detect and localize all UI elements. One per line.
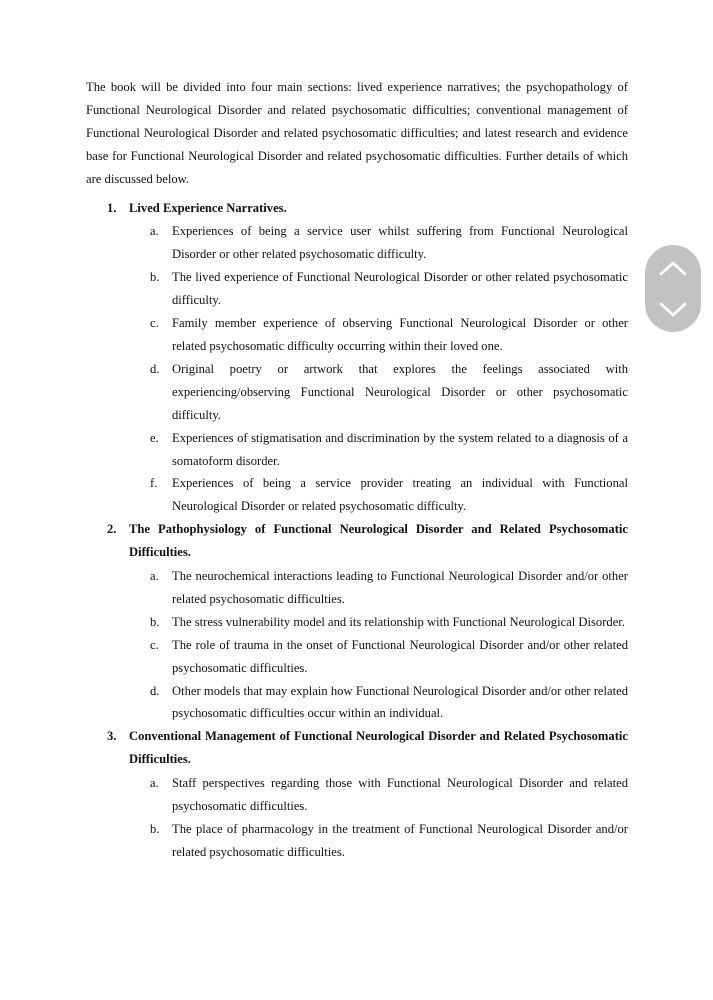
item-letter: d. [150, 683, 160, 698]
item-text: The place of pharmacology in the treatment of Functional Neurological Disorder and/or related psychosomatic difficulties. [172, 822, 628, 859]
section-title: Conventional Management of Functional Neurological Disorder and Related Psychosomatic Difficulties. [129, 729, 628, 767]
list-item [86, 818, 628, 864]
section-heading [86, 197, 628, 220]
document-page [86, 76, 628, 864]
list-item [86, 680, 628, 726]
scroll-up-button[interactable] [645, 247, 701, 289]
item-text: Experiences of being a service provider treating an individual with Functional Neurological Disorder or related psychosomatic difficulty. [172, 476, 628, 514]
item-text: Experiences of being a service user whilst suffering from Functional Neurological Disorder or other related psychosomatic difficulty. [172, 224, 628, 262]
list-item [86, 220, 628, 266]
item-letter: e. [150, 430, 159, 445]
section-item-list [86, 772, 628, 864]
section-item-list [86, 220, 628, 518]
list-item [86, 472, 628, 518]
section-heading [86, 518, 628, 564]
item-text: The lived experience of Functional Neurological Disorder or other related psychosomatic difficulty. [172, 270, 628, 308]
list-item [86, 427, 628, 473]
list-item [86, 266, 628, 312]
item-letter: b. [150, 822, 160, 836]
item-letter: a. [150, 224, 159, 239]
item-letter: d. [150, 361, 160, 376]
section-heading [86, 725, 628, 771]
chevron-up-icon [659, 260, 687, 276]
section-title: Lived Experience Narratives. [129, 200, 287, 215]
item-text: The role of trauma in the onset of Functional Neurological Disorder and/or other related psychosomatic difficulties. [172, 637, 628, 675]
item-text: The neurochemical interactions leading to Functional Neurological Disorder and/or other related psychosomatic difficulties. [172, 569, 628, 606]
list-item [86, 312, 628, 358]
item-text: Other models that may explain how Functional Neurological Disorder and/or other related psychosomatic difficulties occur within an individual. [172, 683, 628, 721]
list-item [86, 565, 628, 611]
intro-paragraph: The book will be divided into four main sections: lived experience narratives; the psychopathology of Functional Neurological Disorder and related psychosomatic difficulties; conventional management of Functional Neurological Disorder and related psychosomatic difficulties; and latest research and evidence base for Functional Neurological Disorder and related psychosomatic difficulties. Further details of which are discussed below. [86, 80, 628, 186]
item-text: Experiences of stigmatisation and discrimination by the system related to a diagnosis of a somatoform disorder. [172, 430, 628, 468]
item-text: The stress vulnerability model and its relationship with Functional Neurological Disorder. [172, 614, 625, 629]
item-letter: a. [150, 569, 159, 584]
section-title: The Pathophysiology of Functional Neurological Disorder and Related Psychosomatic Difficulties. [129, 522, 628, 560]
chevron-down-icon [659, 302, 687, 318]
item-text: Family member experience of observing Functional Neurological Disorder or other related psychosomatic difficulty occurring within their loved one. [172, 316, 628, 353]
section-pathophysiology [86, 518, 628, 725]
list-item [86, 772, 628, 818]
item-letter: f. [150, 476, 158, 491]
list-item [86, 358, 628, 427]
section-lived-experience [86, 197, 628, 519]
section-number: 2. [107, 522, 117, 537]
item-letter: c. [150, 637, 159, 652]
page-scroll-navigator [645, 245, 701, 332]
section-number: 3. [107, 729, 117, 744]
list-item [86, 634, 628, 680]
item-letter: b. [150, 614, 160, 629]
item-text: Original poetry or artwork that explores the feelings associated with experiencing/observing Functional Neurological Disorder or other psychosomatic difficulty. [172, 361, 628, 422]
section-item-list [86, 565, 628, 725]
section-number: 1. [107, 200, 117, 215]
item-letter: a. [150, 776, 159, 791]
item-letter: c. [150, 316, 159, 331]
item-text: Staff perspectives regarding those with Functional Neurological Disorder and related psychosomatic difficulties. [172, 776, 628, 814]
section-conventional-management [86, 725, 628, 863]
item-letter: b. [150, 270, 160, 285]
list-item [86, 611, 628, 634]
scroll-down-button[interactable] [645, 289, 701, 331]
